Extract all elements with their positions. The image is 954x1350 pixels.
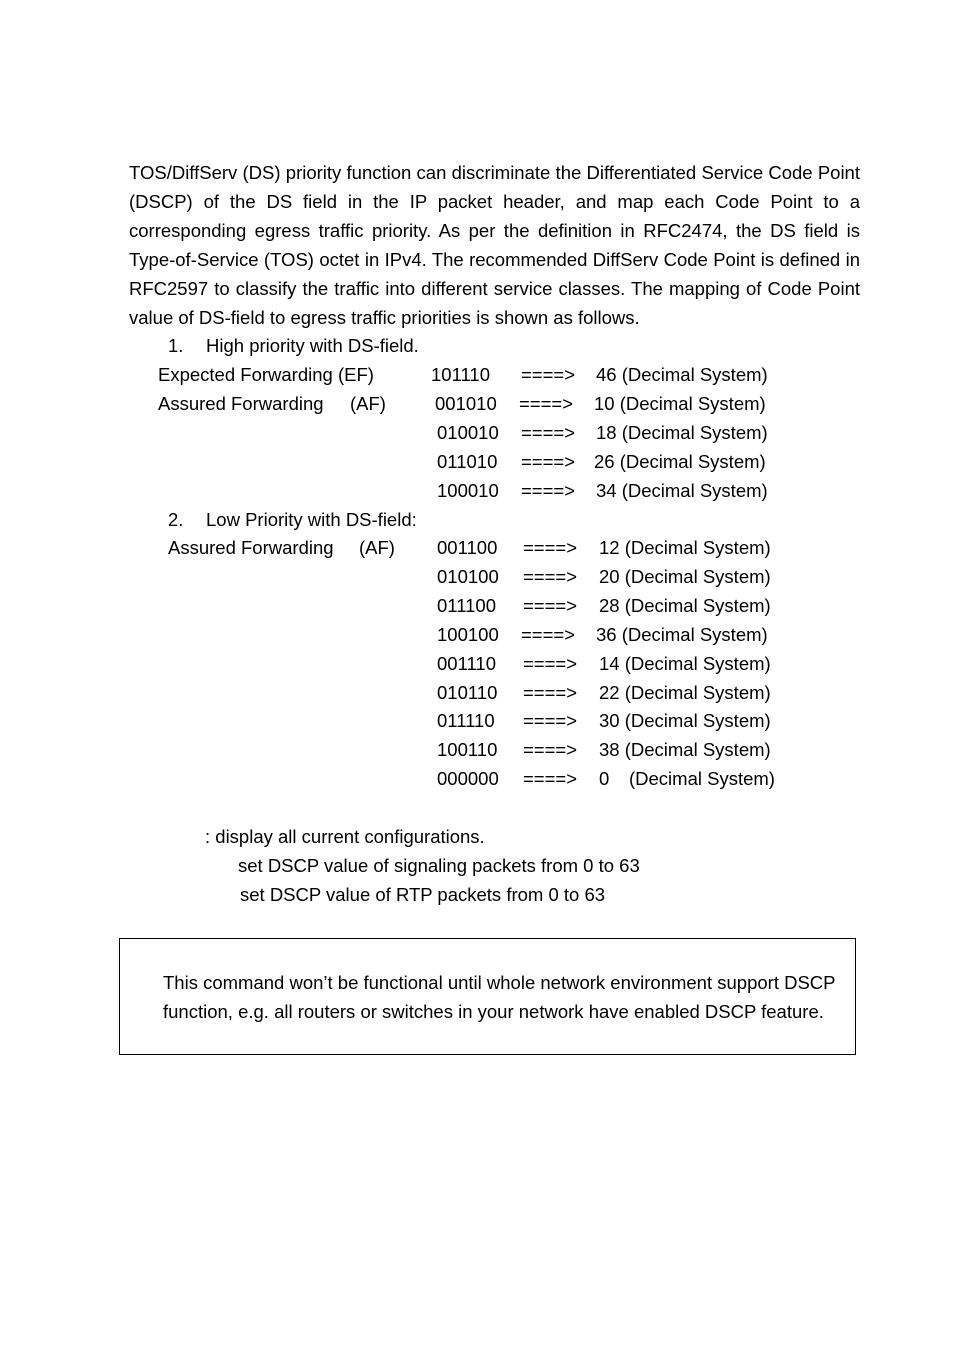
decimal-value: 10 (Decimal System) [594, 393, 766, 414]
low-priority-title: Low Priority with DS-field: [206, 509, 417, 530]
command-description: set DSCP value of RTP packets from 0 to 63 [240, 884, 606, 905]
code-value: 001110 [437, 653, 496, 674]
arrow: ====> [523, 595, 578, 616]
decimal-system-label: (Decimal System) [629, 768, 775, 789]
decimal-value: 18 (Decimal System) [596, 422, 768, 443]
code-value: 100010 [437, 480, 499, 501]
code-value: 100100 [437, 624, 499, 645]
arrow: ====> [523, 566, 578, 587]
command-description: : display all current configurations. [205, 826, 485, 847]
high-priority-number: 1. [168, 335, 184, 356]
decimal-value: 22 (Decimal System) [599, 682, 771, 703]
command-description: set DSCP value of signaling packets from 0 to 63 [238, 855, 640, 876]
decimal-value: 34 (Decimal System) [596, 480, 768, 501]
code-value: 011100 [437, 595, 496, 616]
code-value: 011110 [437, 710, 495, 731]
code-value: 010110 [437, 682, 498, 703]
decimal-value: 28 (Decimal System) [599, 595, 771, 616]
code-value: 000000 [437, 768, 499, 789]
arrow: ====> [523, 768, 578, 789]
arrow: ====> [523, 739, 578, 760]
note-box [119, 938, 856, 1055]
arrow: ====> [519, 393, 574, 414]
decimal-value: 36 (Decimal System) [596, 624, 768, 645]
arrow: ====> [523, 682, 578, 703]
arrow: ====> [521, 364, 576, 385]
arrow: ====> [523, 537, 578, 558]
af-abbr: (AF) [350, 393, 386, 414]
arrow: ====> [521, 480, 576, 501]
code-value: 001010 [435, 393, 497, 414]
code-value: 010100 [437, 566, 499, 587]
code-value: 001100 [437, 537, 498, 558]
code-value: 010010 [437, 422, 499, 443]
af-abbr: (AF) [359, 537, 395, 558]
decimal-value: 38 (Decimal System) [599, 739, 771, 760]
code-value: 101110 [431, 364, 490, 385]
decimal-value: 46 (Decimal System) [596, 364, 768, 385]
ef-label: Expected Forwarding (EF) [158, 364, 374, 385]
decimal-value: 26 (Decimal System) [594, 451, 766, 472]
arrow: ====> [523, 653, 578, 674]
decimal-value: 30 (Decimal System) [599, 710, 771, 731]
code-value: 100110 [437, 739, 498, 760]
arrow: ====> [521, 451, 576, 472]
intro-paragraph: TOS/DiffServ (DS) priority function can discriminate the Differentiated Service Code Point (DSCP) of the DS field in the IP packet header, and map each Code Point to a corresponding egress traffic priority. As per the definition in RFC2474, the DS field is Type-of-Service (TOS) octet in IPv4. The recommended DiffServ Code Point is defined in RFC2597 to classify the traffic into different service classes. The mapping of Code Point value of DS-field to egress traffic priorities is shown as follows. [129, 162, 860, 328]
note-text: This command won’t be functional until whole network environment support DSCP function, e.g. all routers or switches in your network have enabled DSCP feature. [163, 972, 836, 1022]
decimal-value: 12 (Decimal System) [599, 537, 771, 558]
code-value: 011010 [437, 451, 498, 472]
low-priority-number: 2. [168, 509, 184, 530]
decimal-value: 20 (Decimal System) [599, 566, 771, 587]
af-label: Assured Forwarding [158, 393, 324, 414]
arrow: ====> [521, 422, 576, 443]
high-priority-title: High priority with DS-field. [206, 335, 419, 356]
decimal-value: 0 [599, 768, 610, 789]
af-label: Assured Forwarding [168, 537, 334, 558]
arrow: ====> [523, 710, 578, 731]
arrow: ====> [521, 624, 576, 645]
decimal-value: 14 (Decimal System) [599, 653, 771, 674]
